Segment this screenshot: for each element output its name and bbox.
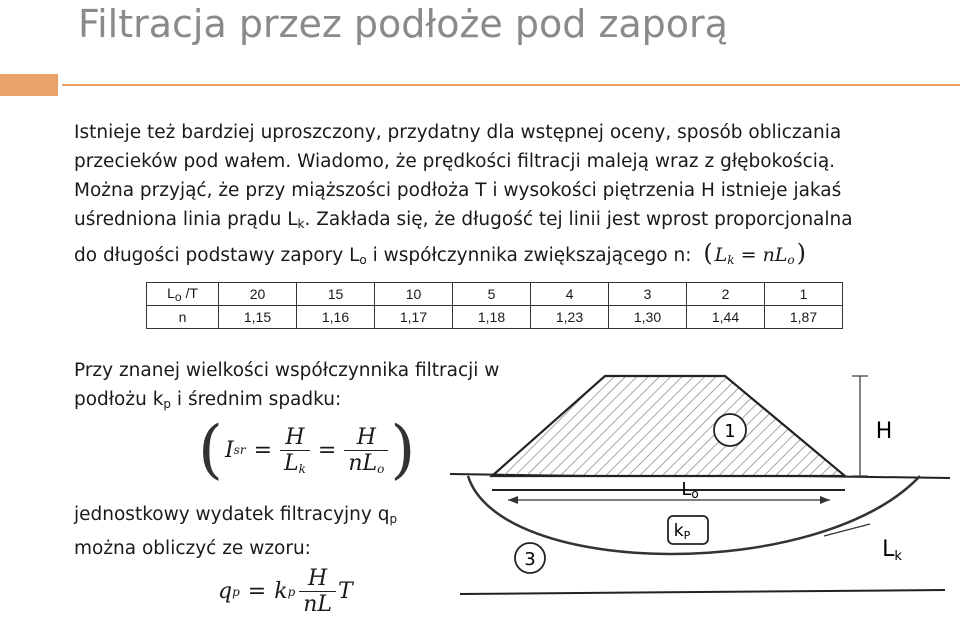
table-cell: 1,17 — [375, 306, 453, 329]
table-cell: 1,44 — [687, 306, 765, 329]
section3-line-2: można obliczyć ze wzoru: — [74, 538, 311, 559]
intro-line-5: do długości podstawy zapory $L_o$ i współczynnika zwiększającego n: ( $L_k = nL_o$ ) — [74, 239, 806, 267]
dam-diagram — [440, 358, 960, 620]
intro-line-2: przecieków pod wałem. Wiadomo, że prędkości filtracji maleją wraz z głębokością. — [74, 151, 836, 172]
table-row-label: n — [147, 306, 219, 329]
table-cell: 1,87 — [765, 306, 843, 329]
inline-formula-lk: ( $L_k = nL_o$ ) — [703, 239, 806, 267]
formula-qp: q p = k p $\frac{H}{nL}$ T — [218, 566, 353, 617]
table-cell: 1,15 — [219, 306, 297, 329]
intro-line-3: Można przyjąć, że przy miąższości podłoża T i wysokości piętrzenia H istnieje jakaś — [74, 180, 842, 201]
section3-line-1: jednostkowy wydatek filtracyjny $q_p$ — [74, 504, 398, 526]
table-cell: 2 — [687, 283, 765, 306]
table-cell: 1,18 — [453, 306, 531, 329]
table-cell: 1,30 — [609, 306, 687, 329]
page-title: Filtracja przez podłoże pod zaporą — [78, 2, 728, 46]
flow-line-label: Lk — [882, 537, 902, 564]
section2-line-1: Przy znanej wielkości współczynnika filtracji w — [74, 360, 500, 381]
table-cell: 15 — [297, 283, 375, 306]
accent-divider — [62, 84, 960, 86]
height-label: H — [875, 419, 893, 444]
table-header-label: $L_o$ /T — [147, 283, 219, 306]
accent-bar — [0, 74, 58, 96]
formula-isr: ( I sr = $\frac{H}{L_k}$ = $\frac{H}{nL_o}$ ) — [198, 413, 416, 487]
region-3-label: 3 — [524, 549, 536, 570]
table-cell: 1,16 — [297, 306, 375, 329]
region-1-label: 1 — [724, 421, 736, 442]
table-row — [147, 283, 843, 306]
dam-body — [492, 376, 845, 476]
table-row — [147, 306, 843, 329]
table-cell: 4 — [531, 283, 609, 306]
kp-label: kP — [673, 521, 691, 542]
table-cell: 1 — [765, 283, 843, 306]
coefficient-table — [146, 282, 843, 329]
section3-text — [74, 500, 397, 563]
base-length-label: Lo — [681, 479, 699, 501]
section2-line-2: podłożu $k_p$ i średnim spadku: — [74, 389, 342, 411]
intro-line-4: uśredniona linia prądu $L_k$. Zakłada się, że długość tej linii jest wprost proporcjonalna — [74, 209, 853, 231]
intro-paragraph — [74, 118, 853, 275]
table-cell: 3 — [609, 283, 687, 306]
section2-text — [74, 356, 499, 419]
table-cell: 20 — [219, 283, 297, 306]
foundation-bottom — [460, 590, 945, 594]
intro-line-1: Istnieje też bardziej uproszczony, przydatny dla wstępnej oceny, sposób obliczania — [74, 122, 842, 143]
table-cell: 10 — [375, 283, 453, 306]
table-cell: 1,23 — [531, 306, 609, 329]
table-cell: 5 — [453, 283, 531, 306]
